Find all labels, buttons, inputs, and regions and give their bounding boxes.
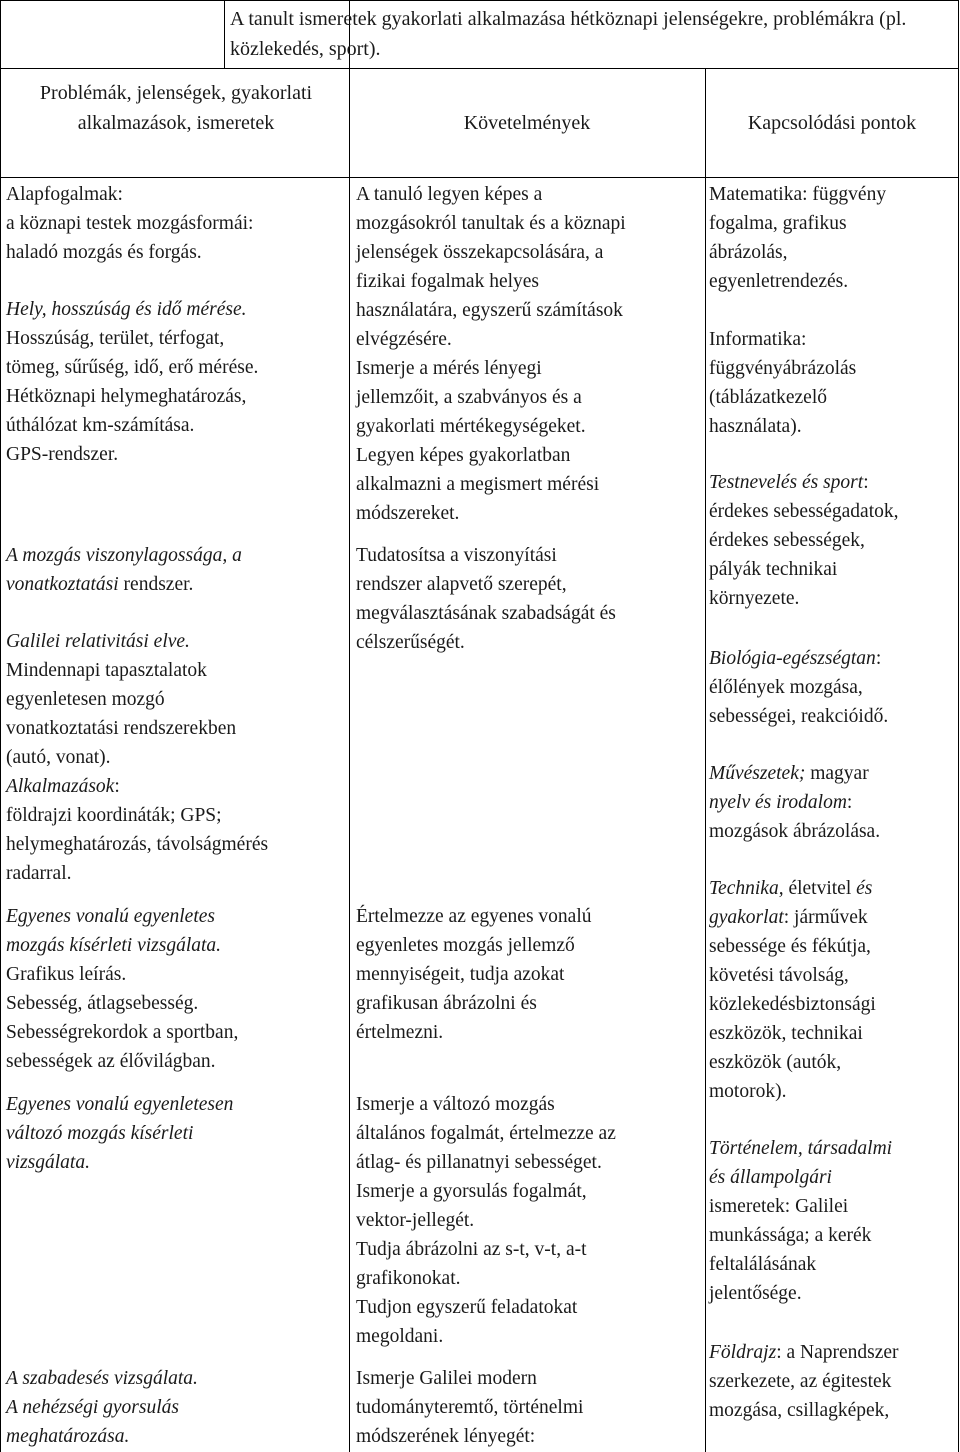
col3-line: eszközök, technikai (709, 1023, 863, 1044)
col3-title: Technika, (709, 878, 789, 899)
col2-line: jellemzőit, a szabványos és a (356, 387, 582, 408)
col2-line: megválasztásának szabadságát és (356, 603, 616, 624)
col2-line: A tanuló legyen képes a (356, 184, 543, 205)
col3-line: sebessége és fékútja, (709, 936, 871, 957)
col2-line: mennyiségeit, tudja azokat (356, 964, 565, 985)
col2-line: egyenletes mozgás jellemző (356, 935, 575, 956)
col3-line: jelentősége. (709, 1283, 802, 1304)
col3-line: Informatika: (709, 329, 807, 350)
col2-block-viszonyitas (356, 541, 704, 657)
col3-line: munkássága; a kerék (709, 1225, 872, 1246)
border-top (0, 0, 959, 1)
col3-block-foldrajz (709, 1338, 958, 1425)
col2-line: fizikai fogalmak helyes (356, 271, 540, 292)
col3-line: közlekedésbiztonsági (709, 994, 876, 1015)
col2-line: általános fogalmát, értelmezze az (356, 1123, 616, 1144)
col3-title-colon: : (875, 648, 882, 669)
col3-line: (táblázatkezelő (709, 387, 827, 408)
col1-alkalmazasok-label: Alkalmazások (6, 776, 115, 797)
col3-title: Földrajz (709, 1342, 777, 1363)
col3-title: Testnevelés és sport (709, 472, 864, 493)
col2-line: mozgásokról tanultak és a köznapi (356, 213, 626, 234)
col3-title: életvitel (788, 878, 852, 899)
header-col1 (10, 78, 342, 138)
col3-block-biologia (709, 644, 958, 731)
col3-line: élőlények mozgása, (709, 677, 863, 698)
col3-block-informatika (709, 325, 958, 441)
col2-line: Ismerje a gyorsulás fogalmát, (356, 1181, 587, 1202)
col3-line: szerkezete, az égitestek (709, 1371, 892, 1392)
col1-title: vizsgálata. (6, 1152, 90, 1173)
col3-line: ismeretek: Galilei (709, 1196, 849, 1217)
col1-title: meghatározása. (6, 1426, 130, 1447)
col3-title-tail: magyar (805, 763, 869, 784)
col2-block-galilei (356, 1364, 704, 1451)
col1-title: Egyenes vonalú egyenletesen (6, 1094, 234, 1115)
col3-block-tortenelem (709, 1134, 958, 1308)
col3-line: mozgások ábrázolása. (709, 821, 881, 842)
col2-line: Ismerje Galilei modern (356, 1368, 537, 1389)
col2-line: módszerének lényegét: (356, 1426, 536, 1447)
col2-block-valtozo (356, 1090, 704, 1351)
col3-line: érdekes sebességadatok, (709, 501, 899, 522)
col1-block-szabadeses (6, 1364, 346, 1451)
border-left (0, 0, 1, 1452)
border-below-header (0, 177, 959, 178)
col1-block-egyenletes (6, 902, 346, 1076)
col1-alkalmazasok-colon: : (114, 776, 120, 797)
col3-line: Matematika: függvény (709, 184, 887, 205)
col2-line: átlag- és pillanatnyi sebességet. (356, 1152, 602, 1173)
col1-title: Hely, hosszúság és idő mérése. (6, 299, 247, 320)
col2-line: elvégzésére. (356, 329, 452, 350)
col2-line: vektor-jellegét. (356, 1210, 475, 1231)
col3-block-matematika (709, 180, 958, 296)
col3-line: feltalálásának (709, 1254, 817, 1275)
col1-line: tömeg, sűrűség, idő, erő mérése. (6, 357, 259, 378)
col2-line: Legyen képes gyakorlatban (356, 445, 571, 466)
col1-title: vonatkoztatási (6, 574, 119, 595)
col1-line: GPS-rendszer. (6, 444, 119, 465)
col1-line: a köznapi testek mozgásformái: (6, 213, 254, 234)
col1-line: Hétköznapi helymeghatározás, (6, 386, 247, 407)
col1-title: Egyenes vonalú egyenletes (6, 906, 215, 927)
col2-line: Értelmezze az egyenes vonalú (356, 906, 592, 927)
border-col2-col3 (705, 68, 706, 1452)
col2-line: grafikusan ábrázolni és (356, 993, 537, 1014)
col1-title: A szabadesés vizsgálata. (6, 1368, 198, 1389)
col3-title-colon: : a Naprendszer (776, 1342, 899, 1363)
col2-block-egyenletes (356, 902, 704, 1047)
col1-block-viszonylagossag (6, 541, 346, 599)
col2-line: Ismerje a mérés lényegi (356, 358, 542, 379)
col1-line: Sebességrekordok a sportban, (6, 1022, 239, 1043)
header-col2-text: Követelmények (463, 112, 591, 134)
col2-line: gyakorlati mértékegységeket. (356, 416, 586, 437)
col3-line: mozgása, csillagképek, (709, 1400, 890, 1421)
col2-line: Tudjon egyszerű feladatokat (356, 1297, 578, 1318)
col2-line: Tudatosítsa a viszonyítási (356, 545, 557, 566)
top-note (230, 4, 954, 64)
border-below-note (0, 68, 959, 69)
header-col3-text: Kapcsolódási pontok (747, 112, 917, 134)
header-col3 (706, 108, 958, 138)
col1-title: változó mozgás kísérleti (6, 1123, 194, 1144)
header-col2 (352, 108, 702, 138)
col1-block-galilei (6, 627, 346, 888)
top-note-text: A tanult ismeretek gyakorlati alkalmazása hétköznapi jelenségekre, problémákra (pl. közlekedés, sport). (230, 8, 907, 60)
col2-line: tudományteremtő, történelmi (356, 1397, 584, 1418)
col1-title: A mozgás viszonylagossága, a (6, 545, 242, 566)
col1-line: (autó, vonat). (6, 747, 111, 768)
col3-block-technika (709, 874, 958, 1106)
col1-block-meres (6, 295, 346, 469)
col1-block-valtozo (6, 1090, 346, 1177)
col3-title: Művészetek; (709, 763, 806, 784)
col2-line: módszereket. (356, 503, 460, 524)
col3-line: használata). (709, 416, 802, 437)
col1-title: mozgás kísérleti vizsgálata. (6, 935, 222, 956)
col2-line: alkalmazni a megismert mérési (356, 474, 600, 495)
col3-title: Biológia-egészségtan (709, 648, 876, 669)
col2-line: célszerűségét. (356, 632, 465, 653)
col1-title: A nehézségi gyorsulás (6, 1397, 179, 1418)
col3-title-colon: : (863, 472, 869, 493)
col3-line: ábrázolás, (709, 242, 788, 263)
col3-line: fogalma, grafikus (709, 213, 847, 234)
col1-line: egyenletesen mozgó (6, 689, 165, 710)
header-col1-text: Problémák, jelenségek, gyakorlati alkalmazások, ismeretek (39, 82, 313, 134)
col3-line: függvényábrázolás (709, 358, 857, 379)
col3-block-muveszetek (709, 759, 958, 846)
col1-line: földrajzi koordináták; GPS; (6, 805, 222, 826)
col1-line: úthálózat km-számítása. (6, 415, 195, 436)
col3-line: sebességei, reakcióidő. (709, 706, 889, 727)
col1-line: Alapfogalmak: (6, 184, 123, 205)
border-right (958, 0, 959, 1452)
col2-line: grafikonokat. (356, 1268, 461, 1289)
col2-line: jelenségek összekapcsolására, a (356, 242, 604, 263)
col1-line: helymeghatározás, távolságmérés (6, 834, 269, 855)
col3-block-testneveles (709, 468, 958, 613)
col3-line: motorok). (709, 1081, 787, 1102)
col1-line: Mindennapi tapasztalatok (6, 660, 207, 681)
col3-title: és állampolgári (709, 1167, 832, 1188)
border-top-note-left (224, 0, 225, 68)
col2-line: megoldani. (356, 1326, 444, 1347)
col2-line: Ismerje a változó mozgás (356, 1094, 555, 1115)
col1-line: Hosszúság, terület, térfogat, (6, 328, 225, 349)
col1-line: haladó mozgás és forgás. (6, 242, 202, 263)
col1-line: Sebesség, átlagsebesség. (6, 993, 199, 1014)
col1-block-alapfogalmak (6, 180, 346, 267)
col3-line: egyenletrendezés. (709, 271, 849, 292)
col3-title: nyelv és irodalom (709, 792, 847, 813)
col2-line: használatára, egyszerű számítások (356, 300, 623, 321)
col3-title: és (851, 878, 873, 899)
col2-line: Tudja ábrázolni az s-t, v-t, a-t (356, 1239, 587, 1260)
col3-title-colon: : (846, 792, 853, 813)
col3-line: érdekes sebességek, (709, 530, 865, 551)
col1-title-tail: rendszer. (118, 574, 194, 595)
col3-line: környezete. (709, 588, 800, 609)
col2-block-meres (356, 180, 704, 528)
col3-line: eszközök (autók, (709, 1052, 842, 1073)
col3-title: gyakorlat (709, 907, 784, 928)
col1-title: Galilei relativitási elve. (6, 631, 190, 652)
col3-line: követési távolság, (709, 965, 849, 986)
col2-line: rendszer alapvető szerepét, (356, 574, 567, 595)
col1-line: sebességek az élővilágban. (6, 1051, 216, 1072)
col2-line: értelmezni. (356, 1022, 444, 1043)
border-col1-col2 (349, 0, 350, 1452)
col3-title-colon: : járművek (783, 907, 868, 928)
col1-line: radarral. (6, 863, 72, 884)
col1-line: Grafikus leírás. (6, 964, 127, 985)
col3-line: pályák technikai (709, 559, 838, 580)
col3-title: Történelem, társadalmi (709, 1138, 893, 1159)
col1-line: vonatkoztatási rendszerekben (6, 718, 237, 739)
